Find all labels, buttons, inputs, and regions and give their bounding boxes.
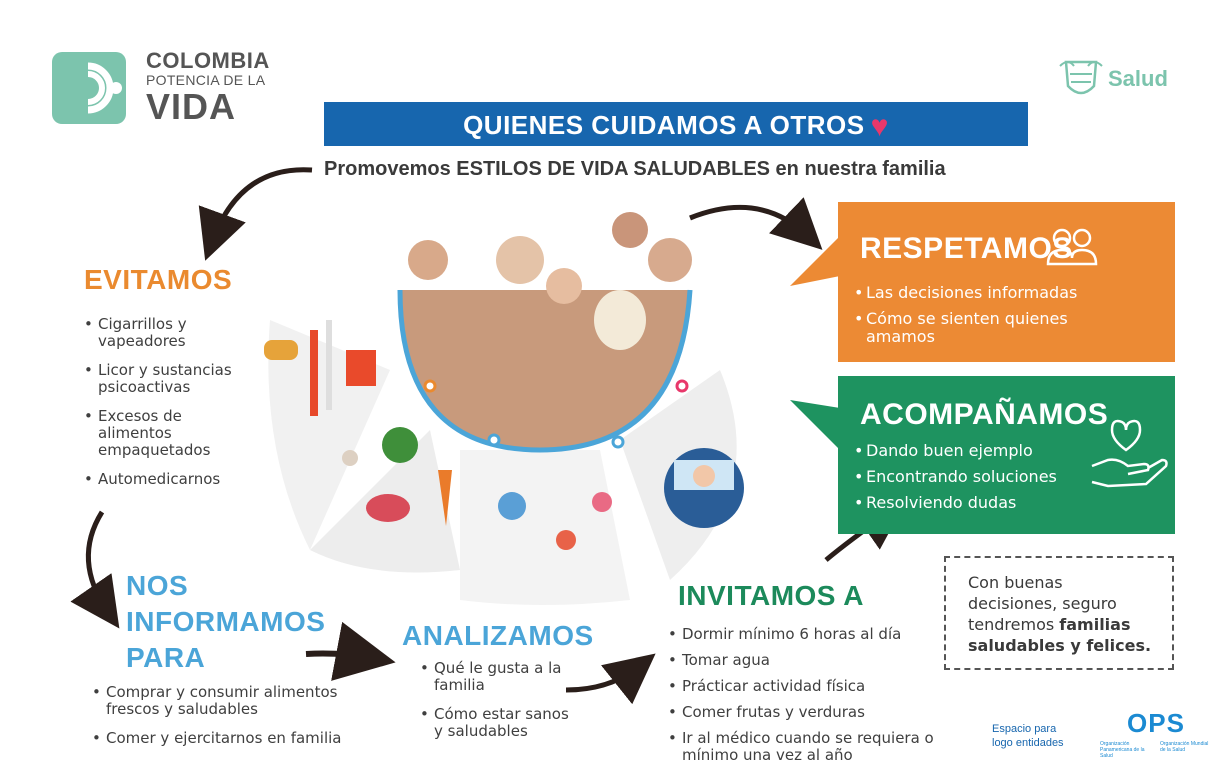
evitamos-list [84, 316, 254, 488]
meat-icon [366, 494, 410, 522]
nos-informamos-list [92, 684, 362, 747]
nos-informamos-line-1: NOS [126, 570, 189, 601]
mushroom-icon [342, 450, 358, 466]
couple-icon [1046, 228, 1098, 272]
analizamos-item: • Cómo estar sanos y saludables [420, 706, 580, 740]
grandfather-face [648, 238, 692, 282]
invitamos-item: • Dormir mínimo 6 horas al día [668, 626, 944, 643]
callout-line-4 [968, 635, 1172, 656]
burger-icon [264, 340, 298, 360]
jumping-girl-icon [592, 492, 612, 512]
logo-line-1: COLOMBIA [146, 48, 270, 73]
invitamos-list [668, 626, 944, 764]
vape-icon [310, 330, 318, 416]
nos-informamos-title [126, 568, 325, 676]
callout-line-4-bold: saludables y felices. [968, 636, 1152, 655]
invitamos-item: • Ir al médico cuando se requiera o mínimo una vez al año [668, 730, 944, 764]
space-line-1: Espacio para [992, 723, 1057, 735]
fan-segment-exercise [460, 450, 630, 605]
callout-line-3-bold: familias [1059, 615, 1131, 634]
scooter-kid-icon [556, 530, 576, 550]
grandmother-face [496, 236, 544, 284]
analizamos-title: ANALIZAMOS [402, 620, 594, 651]
acompanamos-card [838, 376, 1175, 534]
invitamos-item: • Tomar agua [668, 652, 944, 669]
respetamos-title: RESPETAMOS [860, 232, 1073, 265]
girl-face [546, 268, 582, 304]
respetamos-item: • Las decisiones informadas [854, 284, 1154, 302]
callout-line-3 [968, 614, 1172, 635]
respetamos-list [854, 284, 1154, 346]
fries-icon [346, 350, 376, 386]
callout-line-3-plain: tendremos [968, 615, 1060, 634]
evitamos-item: • Automedicarnos [84, 471, 254, 488]
logo-line-2: POTENCIA DE LA [146, 72, 266, 88]
invitamos-item: • Comer frutas y verduras [668, 704, 944, 721]
callout-box [944, 556, 1174, 670]
dog [594, 290, 646, 350]
acompanamos-title: ACOMPAÑAMOS [860, 398, 1109, 431]
nos-informamos-line-2: INFORMAMOS [126, 606, 326, 637]
invitamos-title: INVITAMOS A [678, 580, 864, 611]
respetamos-item: • Cómo se sienten quienes amamos [854, 310, 1114, 346]
skater-icon [498, 492, 526, 520]
analizamos-item: • Qué le gusta a la familia [420, 660, 580, 694]
ministry-label: Salud [1108, 65, 1168, 91]
nos-informamos-item: • Comprar y consumir alimentos frescos y saludables [92, 684, 362, 718]
acompanamos-card-pointer [790, 400, 840, 460]
central-fan-graphic [250, 190, 810, 610]
evitamos-item: • Cigarrillos y vapeadores [84, 316, 254, 350]
entities-logo-placeholder [992, 722, 1064, 750]
acompanamos-item: • Dando buen ejemplo [854, 442, 1104, 460]
acompanamos-list [854, 442, 1104, 512]
callout-line-2: decisiones, seguro [968, 594, 1117, 613]
acompanamos-item: • Encontrando soluciones [854, 468, 1104, 486]
ops-sub-1: Organización Panamericana de la Salud [1100, 741, 1145, 759]
callout-line-1: Con buenas [968, 573, 1063, 592]
space-line-2: logo entidades [992, 737, 1064, 749]
arrow-to-nos-informamos [88, 512, 108, 612]
nos-informamos-item: • Comer y ejercitarnos en familia [92, 730, 362, 747]
respetamos-card-pointer [790, 236, 840, 296]
respetamos-card [838, 202, 1175, 362]
evitamos-item: • Excesos de alimentos empaquetados [84, 408, 214, 459]
cigarette-icon [326, 320, 332, 410]
evitamos-title: EVITAMOS [84, 264, 233, 295]
page-subtitle: Promovemos ESTILOS DE VIDA SALUDABLES en nuestra familia [324, 158, 946, 180]
ops-sub-2: Organización Mundial de la Salud [1160, 741, 1209, 753]
ops-logo [1100, 708, 1212, 759]
logo-line-3: VIDA [146, 86, 237, 127]
invitamos-item: • Prácticar actividad física [668, 678, 944, 695]
heart-icon: ♥ [870, 110, 889, 143]
analizamos-list [420, 660, 580, 740]
acompanamos-item: • Resolviendo dudas [854, 494, 1104, 512]
ops-wordmark: OPS [1127, 708, 1185, 738]
banner-title: QUIENES CUIDAMOS A OTROS [463, 110, 865, 140]
evitamos-item: • Licor y sustancias psicoactivas [84, 362, 254, 396]
broccoli-icon [382, 427, 418, 463]
nos-informamos-line-3: PARA [126, 642, 206, 673]
boy-face [408, 240, 448, 280]
father-face [612, 212, 648, 248]
